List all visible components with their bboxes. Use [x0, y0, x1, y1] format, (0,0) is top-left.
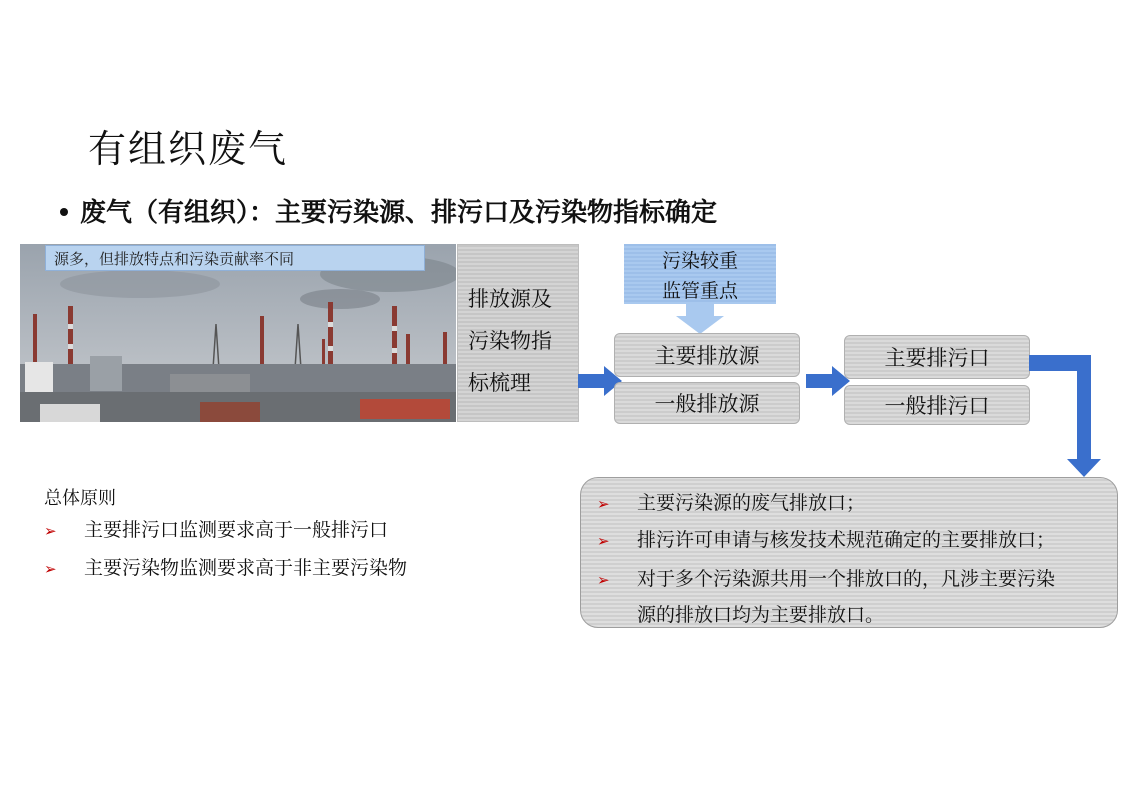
general-outlet-box: 一般排污口 [844, 385, 1030, 425]
major-outlet-criteria-box [580, 477, 1118, 628]
arrow-bullet-icon: ➢ [597, 532, 610, 550]
photo-caption: 源多，但排放特点和污染贡献率不同 [45, 245, 425, 271]
sort-line-1: 排放源及 [468, 287, 552, 311]
bullet-dot-icon [60, 208, 68, 216]
criteria-text: 对于多个污染源共用一个排放口的，凡涉主要污染 [637, 568, 1056, 590]
principle-text: 主要污染物监测要求高于非主要污染物 [84, 557, 408, 579]
arrow-down-icon [676, 304, 724, 334]
criteria-item [597, 488, 865, 515]
sort-line-2: 污染物指 [468, 329, 552, 353]
criteria-item [597, 525, 1055, 552]
principle-text: 主要排污口监测要求高于一般排污口 [84, 519, 389, 541]
source-sorting-box [457, 244, 579, 422]
criteria-item [597, 564, 1055, 591]
focus-line-1: 污染较重 [661, 250, 738, 272]
criteria-text: 主要污染源的废气排放口； [637, 492, 866, 514]
elbow-arrow-icon [1029, 355, 1103, 477]
subtitle [60, 192, 717, 229]
principle-item [44, 553, 407, 580]
sort-line-3: 标梳理 [468, 371, 531, 395]
key-regulation-box [624, 244, 776, 304]
subtitle-text: 废气（有组织）：主要污染源、排污口及污染物指标确定 [80, 198, 718, 228]
criteria-continuation: 源的排放口均为主要排放口。 [637, 604, 885, 626]
major-source-box: 主要排放源 [614, 333, 800, 377]
arrow-bullet-icon: ➢ [44, 522, 57, 540]
arrow-bullet-icon: ➢ [597, 495, 610, 513]
focus-line-2: 监管重点 [661, 280, 738, 302]
page-title: 有组织废气 [88, 127, 289, 171]
general-source-box: 一般排放源 [614, 382, 800, 424]
major-outlet-box: 主要排污口 [844, 335, 1030, 379]
arrow-bullet-icon: ➢ [44, 560, 57, 578]
arrow-bullet-icon: ➢ [597, 571, 610, 589]
criteria-text: 排污许可申请与核发技术规范确定的主要排放口； [637, 529, 1056, 551]
principle-item [44, 515, 388, 542]
principles-heading: 总体原则 [44, 488, 116, 509]
